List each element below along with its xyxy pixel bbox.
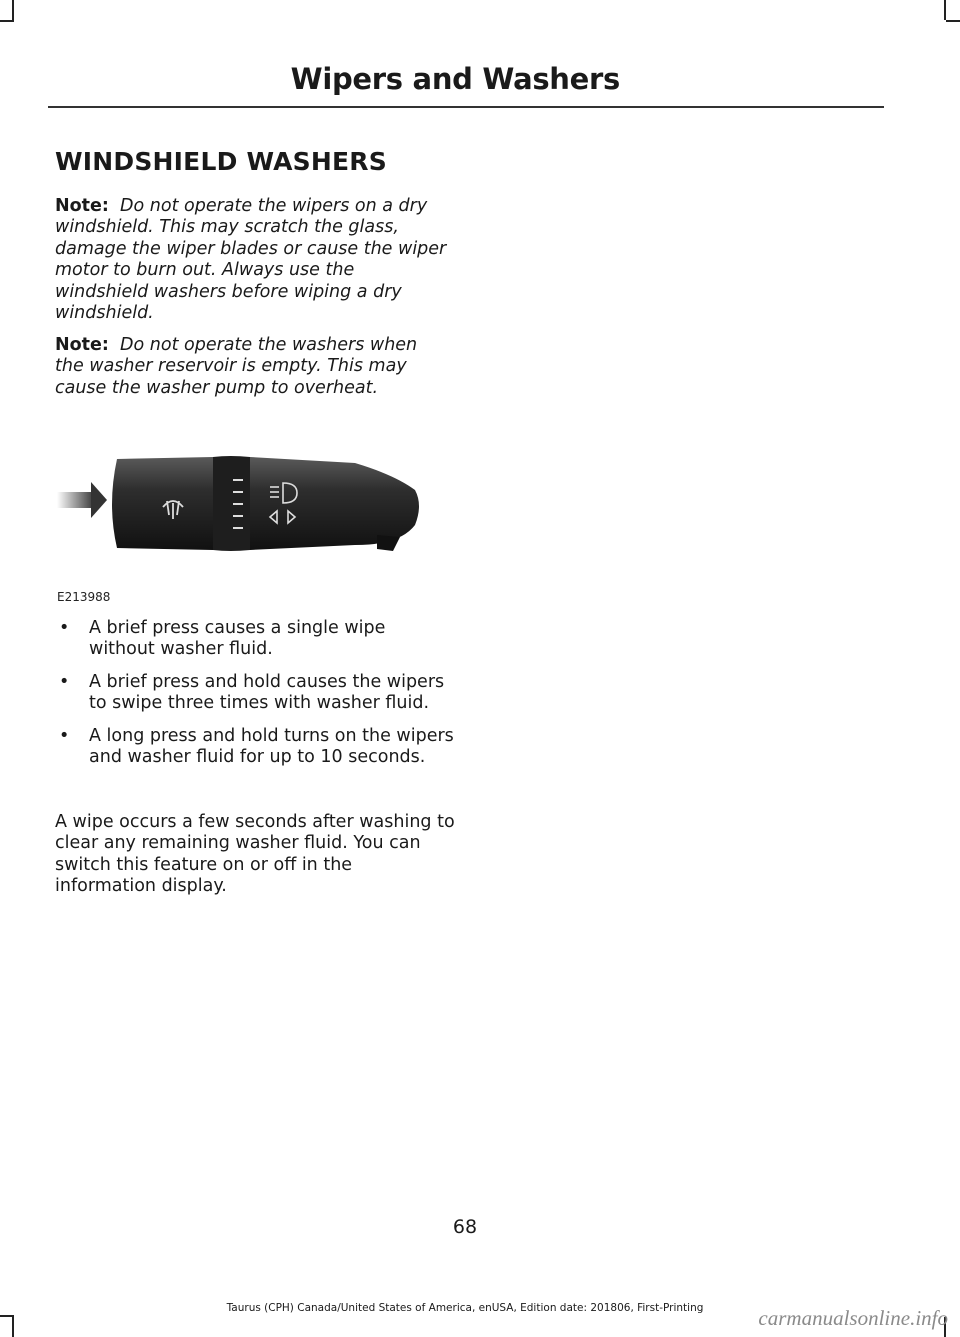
list-item	[55, 618, 455, 661]
page-header-title: Wipers and Washers	[290, 62, 620, 96]
section-title: WINDSHIELD WASHERS	[55, 147, 387, 176]
body-paragraph: A wipe occurs a few seconds after washing to clear any remaining washer fluid. You can switch this feature on or off in the information display.	[55, 812, 455, 897]
bullet-list	[55, 618, 455, 779]
note-2	[55, 335, 450, 399]
press-arrow-icon	[57, 482, 107, 518]
note-label: Note:	[55, 335, 109, 355]
crop-mark	[0, 20, 14, 22]
bullet-marker: •	[59, 618, 70, 638]
figure-code: E213988	[57, 590, 111, 604]
crop-mark	[946, 20, 960, 22]
list-item	[55, 726, 455, 769]
page-number: 68	[452, 1216, 478, 1238]
crop-mark	[12, 1317, 14, 1337]
note-label: Note:	[55, 196, 109, 216]
note-1	[55, 196, 450, 324]
note-text: Do not operate the washers when the washer reservoir is empty. This may cause the washer pump to overheat.	[55, 335, 418, 398]
bullet-marker: •	[59, 671, 70, 692]
list-item-text: A brief press and hold causes the wipers to swipe three times with washer fluid.	[89, 671, 445, 714]
list-item-text: A brief press causes a single wipe without washer fluid.	[89, 618, 386, 660]
header-divider	[48, 106, 884, 108]
watermark: carmanualsonline.info	[758, 1306, 948, 1330]
crop-mark	[12, 0, 14, 20]
crop-mark	[944, 0, 946, 20]
bullet-marker: •	[59, 725, 70, 746]
wiper-stalk-illustration	[55, 445, 430, 615]
list-item	[55, 672, 455, 715]
list-item-text: A long press and hold turns on the wipers and washer fluid for up to 10 seconds.	[89, 725, 454, 768]
note-text: Do not operate the wipers on a dry windshield. This may scratch the glass, damage the wiper blades or cause the wiper motor to burn out. Always use the windshield washers before wiping a dry windshield.	[55, 196, 447, 324]
footer-text: Taurus (CPH) Canada/United States of America, enUSA, Edition date: 201806, First-Printing	[226, 1302, 704, 1314]
crop-mark	[0, 1315, 14, 1317]
